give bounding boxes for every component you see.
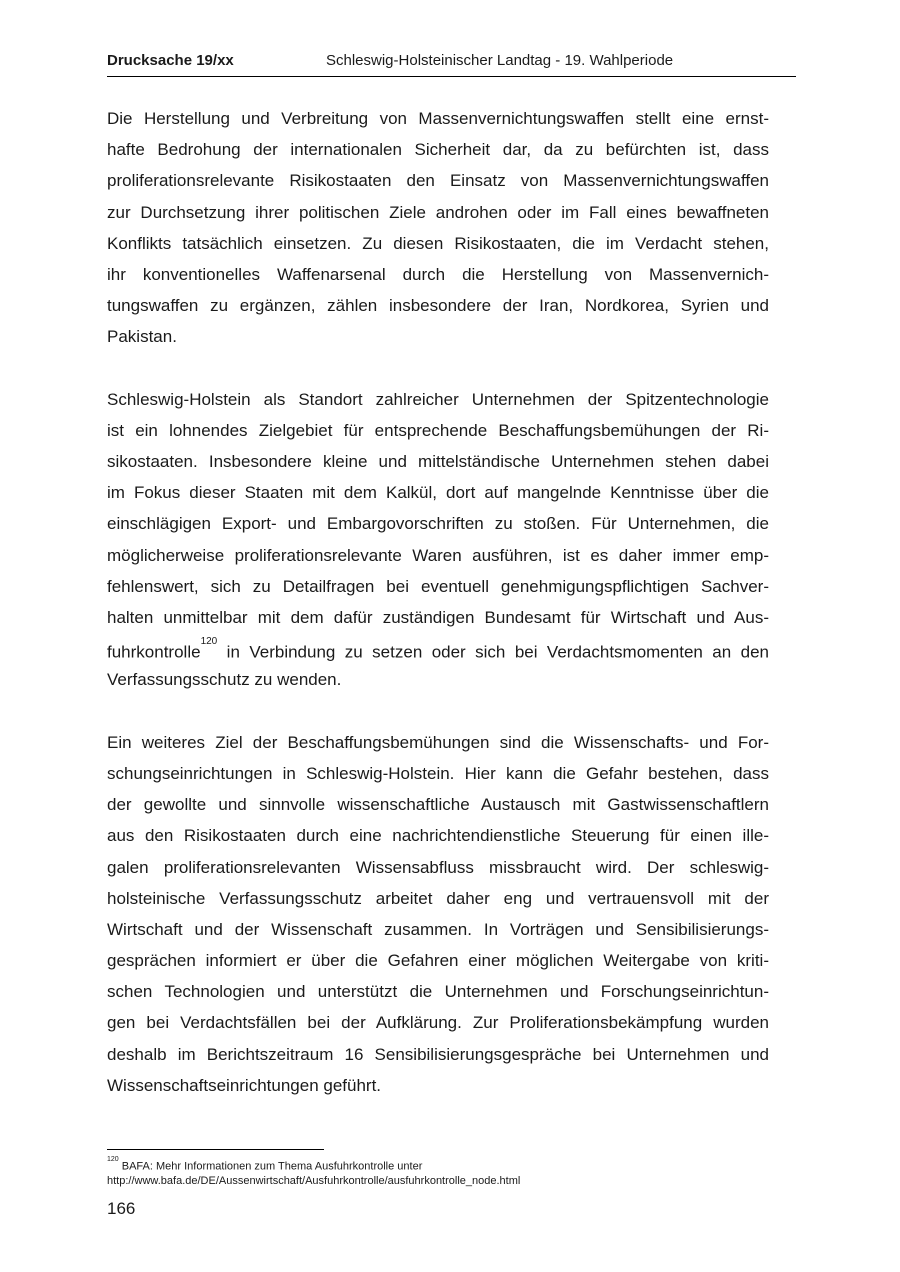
text-line: deshalb im Berichtszeitraum 16 Sensibilisierungsgespräche bei Unternehmen und [107, 1044, 769, 1064]
text-line [107, 633, 769, 664]
footnote-number: 120 [107, 1156, 119, 1163]
text-line: im Fokus dieser Staaten mit dem Kalkül, dort auf mangelnde Kenntnisse über die [107, 483, 769, 503]
document-title: Schleswig-Holsteinischer Landtag - 19. Wahlperiode [326, 52, 674, 69]
text-line: schungseinrichtungen in Schleswig-Holstein. Hier kann die Gefahr bestehen, dass [107, 763, 769, 783]
footnote-reference[interactable]: 120 [200, 636, 218, 648]
text-line: gen bei Verdachtsfällen bei der Aufklärung. Zur Proliferationsbekämpfung wurden [107, 1013, 769, 1033]
text-line: holsteinische Verfassungsschutz arbeitet daher eng und vertrauensvoll mit der [107, 888, 769, 908]
text-line: Schleswig-Holstein als Standort zahlreicher Unternehmen der Spitzentechnologie [107, 389, 769, 409]
footnote-url[interactable]: http://www.bafa.de/DE/Aussenwirtschaft/Ausfuhrkontrolle/ausfuhrkontrolle_node.html [107, 1174, 521, 1187]
text-line: Konflikts tatsächlich einsetzen. Zu diesen Risikostaaten, die im Verdacht stehen, [107, 233, 769, 253]
text-line: möglicherweise proliferationsrelevante Waren ausführen, ist es daher immer emp- [107, 545, 769, 565]
text-line: Verfassungsschutz zu wenden. [107, 670, 342, 690]
text-line: hafte Bedrohung der internationalen Sicherheit dar, da zu befürchten ist, dass [107, 140, 769, 160]
footnote [107, 1157, 520, 1188]
text-line: Ein weiteres Ziel der Beschaffungsbemühungen sind die Wissenschafts- und For- [107, 732, 769, 752]
body-text [107, 103, 769, 1101]
text-line: fehlenswert, sich zu Detailfragen bei eventuell genehmigungspflichtigen Sachver- [107, 576, 769, 596]
text-line: sikostaaten. Insbesondere kleine und mittelständische Unternehmen stehen dabei [107, 452, 769, 472]
text-line: Wirtschaft und der Wissenschaft zusammen. In Vorträgen und Sensibilisierungs- [107, 919, 769, 939]
text-line: gesprächen informiert er über die Gefahren einer möglichen Weitergabe von kriti- [107, 951, 769, 971]
text-line: zur Durchsetzung ihrer politischen Ziele androhen oder im Fall eines bewaffneten [107, 202, 769, 222]
document-id: Drucksache 19/xx [107, 52, 234, 69]
text-line: ist ein lohnendes Zielgebiet für entsprechende Beschaffungsbemühungen der Ri- [107, 420, 769, 440]
paragraph-3 [107, 727, 769, 1101]
text-fragment: in Verbindung zu setzen oder sich bei Verdachtsmomenten an den [217, 642, 769, 662]
text-line: der gewollte und sinnvolle wissenschaftliche Austausch mit Gastwissenschaftlern [107, 795, 769, 815]
footnote-label: BAFA: Mehr Informationen zum Thema Ausfuhrkontrolle unter [118, 1160, 423, 1173]
header-divider [107, 76, 796, 77]
text-line: ihr konventionelles Waffenarsenal durch die Herstellung von Massenvernich- [107, 264, 769, 284]
text-line: einschlägigen Export- und Embargovorschriften zu stoßen. Für Unternehmen, die [107, 514, 769, 534]
paragraph-1 [107, 103, 769, 353]
text-line: Pakistan. [107, 327, 177, 347]
page-number: 166 [107, 1199, 136, 1218]
text-line: Die Herstellung und Verbreitung von Massenvernichtungswaffen stellt eine ernst- [107, 109, 769, 128]
paragraph-2 [107, 384, 769, 696]
text-fragment: fuhrkontrolle [107, 642, 201, 662]
text-line: tungswaffen zu ergänzen, zählen insbesondere der Iran, Nordkorea, Syrien und [107, 296, 769, 316]
text-line: proliferationsrelevante Risikostaaten den Einsatz von Massenvernichtungswaffen [107, 171, 769, 191]
text-line: Wissenschaftseinrichtungen geführt. [107, 1075, 382, 1095]
text-line: schen Technologien und unterstützt die Unternehmen und Forschungseinrichtun- [107, 982, 769, 1002]
text-line: halten unmittelbar mit dem dafür zuständigen Bundesamt für Wirtschaft und Aus- [107, 608, 769, 627]
text-line: aus den Risikostaaten durch eine nachrichtendienstliche Steuerung für einen ille- [107, 826, 769, 846]
footnote-text [107, 1157, 520, 1174]
text-line: galen proliferationsrelevanten Wissensabfluss missbraucht wird. Der schleswig- [107, 857, 769, 877]
footnote-divider [107, 1149, 324, 1150]
page-header [107, 52, 796, 72]
